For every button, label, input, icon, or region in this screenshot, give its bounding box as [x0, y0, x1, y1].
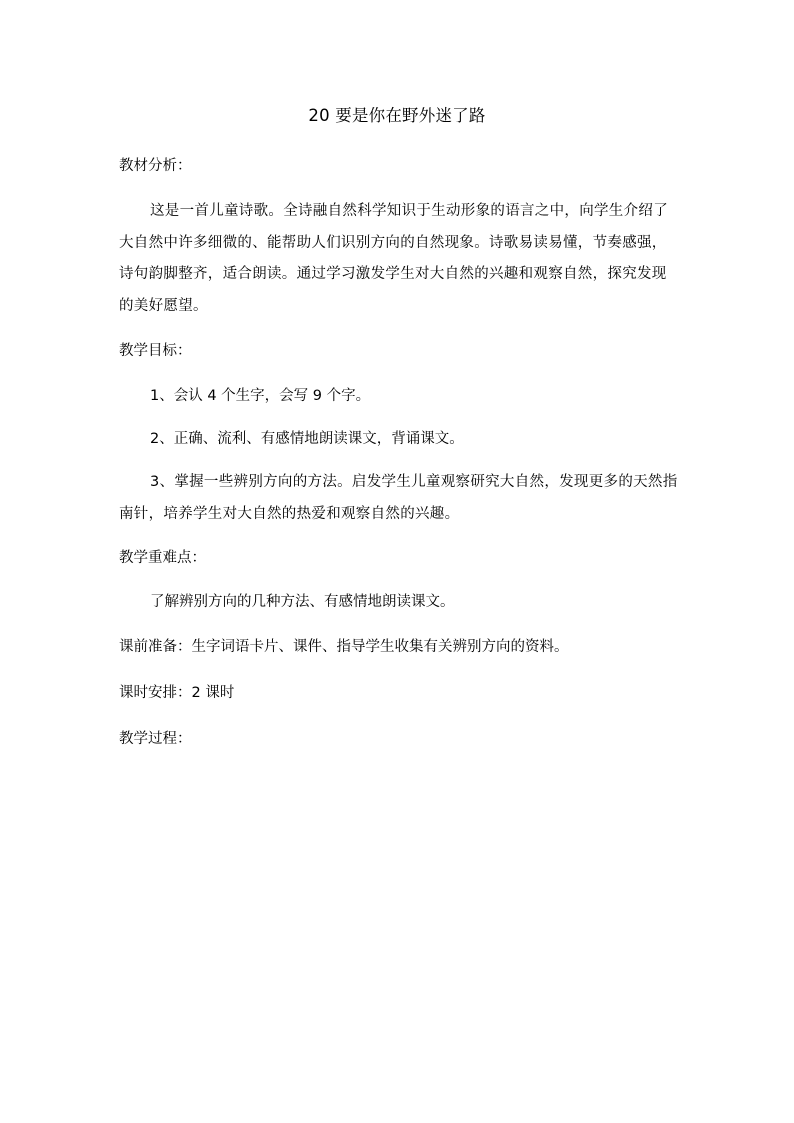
preparation-line: 课前准备：生字词语卡片、课件、指导学生收集有关辨别方向的资料。: [119, 639, 569, 655]
analysis-paragraph: 这是一首儿童诗歌。全诗融自然科学知识于生动形象的语言之中，向学生介绍了大自然中许多细微的、能帮助人们识别方向的自然现象。诗歌易读易懂，节奏感强，诗句韵脚整齐，适合朗读。通过学习激发学生对大自然的兴趣和观察自然，探究发现的美好愿望。: [119, 203, 668, 314]
goal-item-2: 2、正确、流利、有感情地朗读课文，背诵课文。: [150, 431, 464, 447]
analysis-heading: 教材分析：: [119, 158, 192, 174]
goal-item-1: 1、会认 4 个生字，会写 9 个字。: [150, 388, 371, 404]
goal-item-3: 3、掌握一些辨别方向的方法。启发学生儿童观察研究大自然，发现更多的天然指南针，培养学生对大自然的热爱和观察自然的兴趣。: [119, 474, 678, 522]
document-title: 20 要是你在野外迷了路: [308, 106, 486, 125]
schedule-line: 课时安排：2 课时: [119, 685, 235, 701]
key-points-text: 了解辨别方向的几种方法、有感情地朗读课文。: [150, 594, 455, 610]
process-heading: 教学过程：: [119, 731, 192, 747]
key-points-heading: 教学重难点：: [119, 550, 206, 566]
goals-heading: 教学目标：: [119, 343, 192, 359]
